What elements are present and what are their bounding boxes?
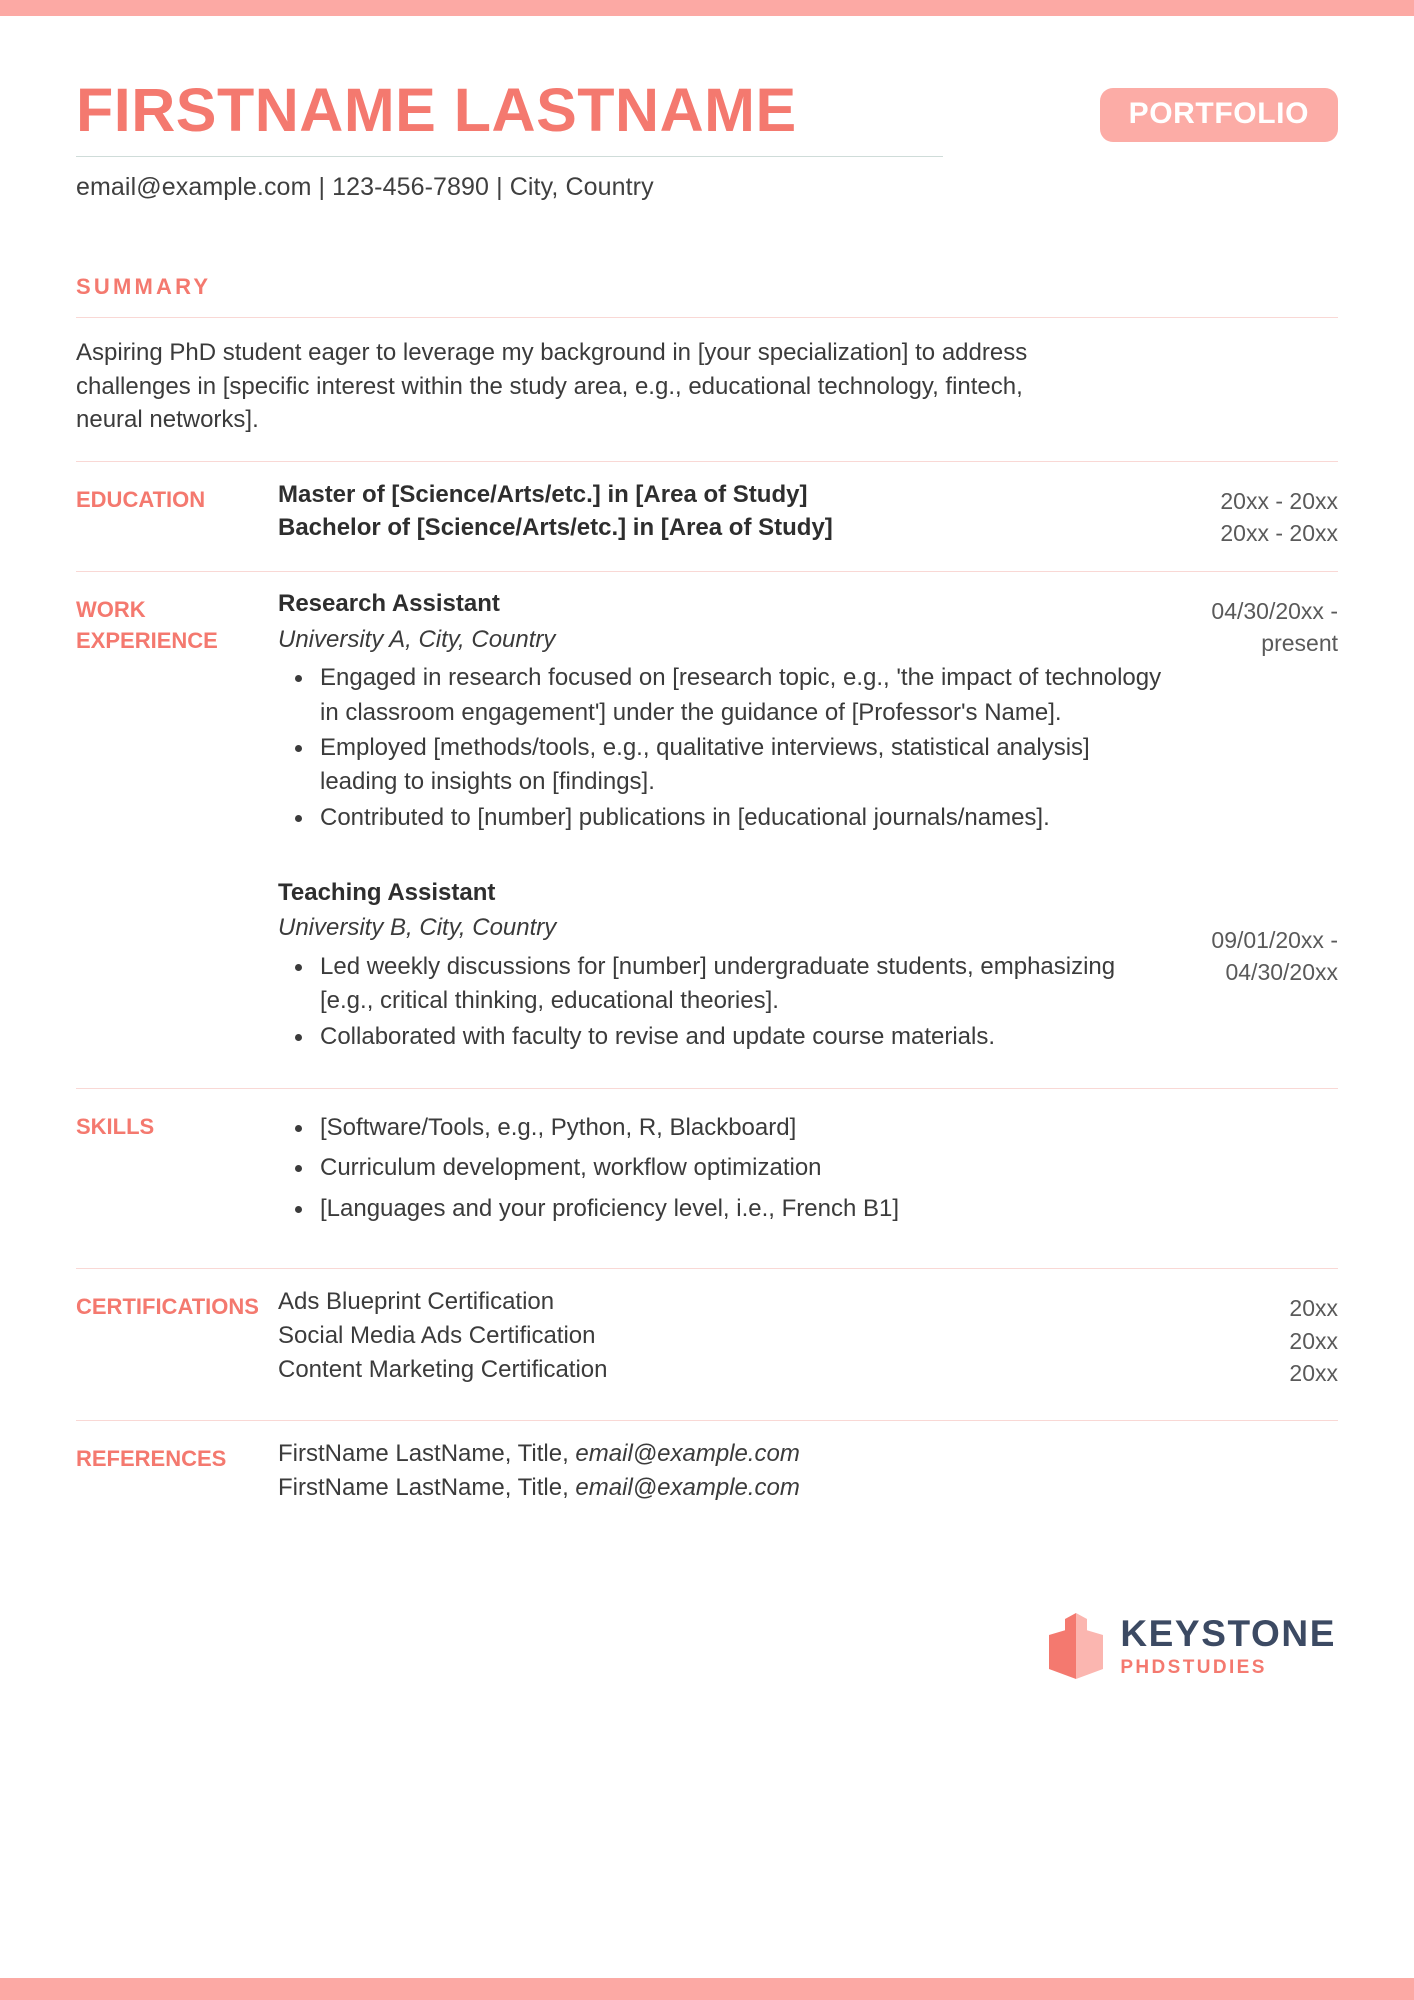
section-heading-references: REFERENCES: [76, 1445, 227, 1471]
education-date: 20xx - 20xx: [1220, 487, 1338, 514]
portfolio-badge[interactable]: PORTFOLIO: [1100, 88, 1338, 142]
certifications-dates: [1166, 1285, 1338, 1390]
job-title: Teaching Assistant: [278, 878, 496, 906]
list-item: Engaged in research focused on [research topic, e.g., 'the impact of technology in classroom engagement'] under the guidance of [Professor's Name].: [278, 661, 1166, 730]
section-certifications: [76, 1269, 1338, 1390]
reference-name: FirstName LastName, Title,: [278, 1439, 576, 1467]
skills-dates-spacer: [1166, 1105, 1338, 1112]
list-item: Contributed to [number] publications in [educational journals/names].: [278, 801, 1166, 835]
education-dates: [1166, 478, 1338, 549]
section-work-experience: [76, 572, 1338, 1058]
keystone-logo: [1049, 1613, 1336, 1679]
reference-email: email@example.com: [575, 1439, 800, 1467]
section-heading-work-experience: [76, 588, 278, 656]
job-bullets: [278, 661, 1166, 835]
summary-text: Aspiring PhD student eager to leverage my background in [your specialization] to address challenges in [specific interest within the study area, e.g., educational technology, fintech, neural networks].: [76, 339, 1028, 434]
book-icon: [1049, 1613, 1103, 1679]
list-item: Led weekly discussions for [number] undergraduate students, emphasizing [e.g., critical thinking, educational theories].: [278, 950, 1166, 1019]
job-title: Research Assistant: [278, 590, 500, 618]
reference-name: FirstName LastName, Title,: [278, 1474, 576, 1502]
education-degree: Bachelor of [Science/Arts/etc.] in [Area of Study]: [278, 514, 833, 542]
references-list: [278, 1437, 1166, 1505]
header-divider: [76, 156, 943, 157]
list-item: Collaborated with faculty to revise and update course materials.: [278, 1020, 1166, 1054]
work-label-line-1: WORK: [76, 597, 146, 623]
job-entry: [278, 877, 1166, 1054]
certification-date: 20xx: [1289, 1295, 1338, 1322]
certification-date: 20xx: [1289, 1327, 1338, 1354]
job-organization: University B, City, Country: [278, 914, 557, 942]
page-title: FIRSTNAME LASTNAME: [76, 76, 797, 144]
education-degree: Master of [Science/Arts/etc.] in [Area of Study]: [278, 480, 808, 508]
section-references: [76, 1421, 1338, 1505]
section-heading-education: EDUCATION: [76, 486, 206, 512]
work-dates: [1166, 588, 1338, 988]
section-education: [76, 462, 1338, 549]
footer: [76, 1613, 1338, 1679]
section-divider-summary: [76, 317, 1338, 318]
job-date-range: 09/01/20xx - 04/30/20xx: [1211, 926, 1338, 985]
logo-tagline: PHDSTUDIES: [1120, 1657, 1267, 1679]
certification-name: Ads Blueprint Certification: [278, 1288, 555, 1316]
resume-content: [0, 16, 1414, 1679]
resume-header: [76, 16, 1338, 142]
logo-wordmark: KEYSTONE: [1120, 1613, 1336, 1655]
job-date-range: 04/30/20xx - present: [1211, 598, 1338, 657]
references-dates-spacer: [1166, 1437, 1338, 1444]
reference-entry: [278, 1437, 1166, 1471]
section-skills: [76, 1089, 1338, 1226]
job-bullets: [278, 950, 1166, 1054]
list-item: [Languages and your proficiency level, i.e., French B1]: [278, 1192, 1166, 1226]
contact-line: email@example.com | 123-456-7890 | City, Country: [76, 173, 654, 202]
certifications-list: [278, 1285, 1166, 1387]
section-heading-summary: SUMMARY: [76, 274, 212, 300]
education-date: 20xx - 20xx: [1220, 520, 1338, 547]
certification-name: Social Media Ads Certification: [278, 1322, 596, 1350]
section-heading-certifications: CERTIFICATIONS: [76, 1294, 259, 1320]
job-entry: [278, 588, 1166, 835]
section-heading-skills: SKILLS: [76, 1114, 155, 1140]
list-item: [Software/Tools, e.g., Python, R, Blackboard]: [278, 1111, 1166, 1145]
skills-list: [278, 1105, 1166, 1226]
certification-date: 20xx: [1289, 1360, 1338, 1387]
reference-entry: [278, 1471, 1166, 1505]
reference-email: email@example.com: [575, 1474, 800, 1502]
skills-bullets: [278, 1111, 1166, 1226]
job-organization: University A, City, Country: [278, 625, 556, 653]
list-item: Employed [methods/tools, e.g., qualitative interviews, statistical analysis] leading to insights on [findings].: [278, 731, 1166, 800]
education-entries: [278, 478, 1166, 545]
work-label-line-2: EXPERIENCE: [76, 628, 218, 654]
logo-text: [1120, 1615, 1336, 1677]
work-entries: [278, 588, 1166, 1058]
top-accent-bar: [0, 0, 1414, 16]
list-item: Curriculum development, workflow optimization: [278, 1151, 1166, 1185]
bottom-accent-bar: [0, 1978, 1414, 2000]
certification-name: Content Marketing Certification: [278, 1356, 608, 1384]
